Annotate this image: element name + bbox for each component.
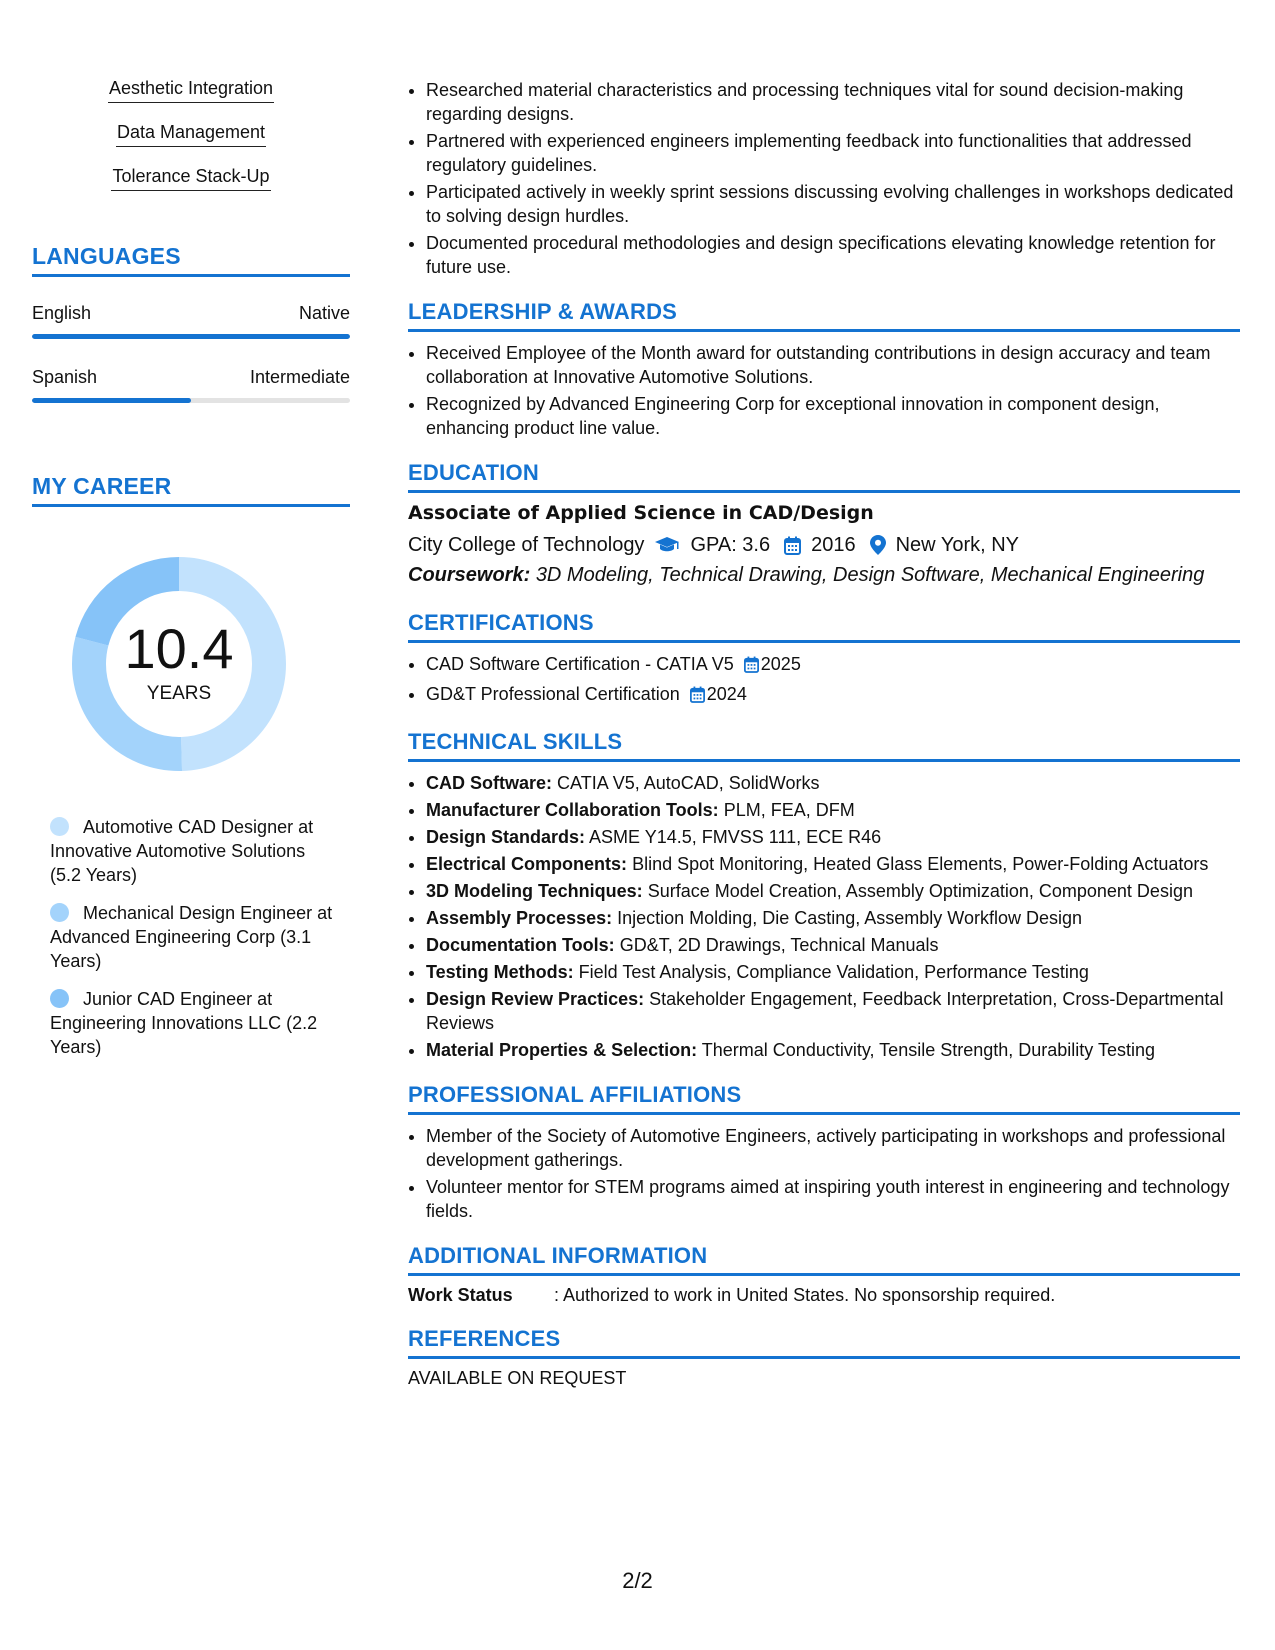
list-item: • Design Review Practices: Stakeholder Engagement, Feedback Interpretation, Cross-Departmental Reviews — [426, 987, 1240, 1035]
certifications-heading: CERTIFICATIONS — [408, 610, 1240, 643]
location-pin-icon — [870, 535, 886, 555]
career-donut-chart — [64, 549, 294, 779]
language-name: English — [32, 303, 92, 323]
list-item: • Volunteer mentor for STEM programs aimed at inspiring youth interest in engineering and technology fields. — [426, 1175, 1240, 1223]
language-level: Native — [298, 303, 350, 323]
technical-skills-list — [408, 771, 1240, 1062]
list-item: • Design Standards: ASME Y14.5, FMVSS 111, ECE R46 — [426, 825, 1240, 849]
technical-skills-heading: TECHNICAL SKILLS — [408, 729, 1240, 762]
main-column — [408, 78, 1240, 1389]
list-item: • 3D Modeling Techniques: Surface Model Creation, Assembly Optimization, Component Design — [426, 879, 1240, 903]
language-spanish — [32, 367, 350, 403]
experience-bullets — [408, 78, 1240, 279]
list-item: • Documented procedural methodologies and design specifications elevating knowledge retention for future use. — [426, 231, 1240, 279]
list-item: • Assembly Processes: Injection Molding, Die Casting, Assembly Workflow Design — [426, 906, 1240, 930]
list-item: • Testing Methods: Field Test Analysis, Compliance Validation, Performance Testing — [426, 960, 1240, 984]
cert-year: 2025 — [760, 654, 801, 674]
career-legend — [50, 815, 340, 1059]
calendar-icon — [690, 685, 705, 709]
languages-heading: LANGUAGES — [32, 243, 350, 277]
language-name: Spanish — [32, 367, 98, 387]
list-item: • Manufacturer Collaboration Tools: PLM, FEA, DFM — [426, 798, 1240, 822]
education-details — [408, 530, 1240, 560]
career-unit: YEARS — [146, 683, 212, 704]
leadership-list — [408, 341, 1240, 440]
career-item: Junior CAD Engineer at Engineering Innovations LLC (2.2 Years) — [50, 989, 318, 1057]
language-bar — [32, 334, 350, 339]
work-status-value: : Authorized to work in United States. No sponsorship required. — [554, 1285, 1056, 1305]
career-item: Mechanical Design Engineer at Advanced Engineering Corp (3.1 Years) — [50, 903, 333, 971]
work-status-label: Work Status — [408, 1285, 513, 1305]
language-english — [32, 303, 350, 339]
additional-info-heading: ADDITIONAL INFORMATION — [408, 1243, 1240, 1276]
skill-tags — [32, 78, 350, 191]
skill-tag: Tolerance Stack-Up — [32, 166, 350, 191]
coursework: Coursework: 3D Modeling, Technical Drawing, Design Software, Mechanical Engineering — [408, 564, 1205, 586]
list-item: • CAD Software Certification - CATIA V5 2025 — [426, 652, 1240, 679]
sidebar — [32, 78, 350, 1073]
references-text: AVAILABLE ON REQUEST — [408, 1368, 627, 1388]
cert-year: 2024 — [706, 684, 747, 704]
list-item: • Electrical Components: Blind Spot Monitoring, Heated Glass Elements, Power-Folding Actuators — [426, 852, 1240, 876]
calendar-icon — [784, 536, 801, 555]
language-bar-fill — [32, 398, 191, 403]
references-heading: REFERENCES — [408, 1326, 1240, 1359]
list-item: • Material Properties & Selection: Thermal Conductivity, Tensile Strength, Durability Testing — [426, 1038, 1240, 1062]
list-item: • GD&T Professional Certification 2024 — [426, 682, 1240, 709]
skill-tag: Aesthetic Integration — [32, 78, 350, 103]
certifications-list — [408, 652, 1240, 709]
list-item: • Documentation Tools: GD&T, 2D Drawings, Technical Manuals — [426, 933, 1240, 957]
legend-dot — [50, 817, 69, 836]
list-item: • Participated actively in weekly sprint sessions discussing evolving challenges in workshops dedicated to solving design hurdles. — [426, 180, 1240, 228]
list-item: • Partnered with experienced engineers implementing feedback into functionalities that addressed regulatory guidelines. — [426, 129, 1240, 177]
degree: Associate of Applied Science in CAD/Design — [408, 502, 874, 524]
location: New York, NY — [895, 534, 1019, 556]
career-total: 10.4 — [124, 617, 234, 680]
calendar-icon — [744, 655, 759, 679]
affiliations-list — [408, 1124, 1240, 1223]
list-item: • Recognized by Advanced Engineering Corp for exceptional innovation in component design, enhancing product line value. — [426, 392, 1240, 440]
leadership-heading: LEADERSHIP & AWARDS — [408, 299, 1240, 332]
list-item: • CAD Software: CATIA V5, AutoCAD, SolidWorks — [426, 771, 1240, 795]
graduation-cap-icon — [654, 536, 680, 554]
language-bar — [32, 398, 350, 403]
page-number: 2/2 — [622, 1568, 653, 1593]
school: City College of Technology — [408, 534, 645, 556]
list-item: • Member of the Society of Automotive Engineers, actively participating in workshops and professional development gatherings. — [426, 1124, 1240, 1172]
career-item: Automotive CAD Designer at Innovative Automotive Solutions (5.2 Years) — [50, 817, 314, 885]
education-heading: EDUCATION — [408, 460, 1240, 493]
list-item: • Researched material characteristics and processing techniques vital for sound decision-making regarding designs. — [426, 78, 1240, 126]
list-item: • Received Employee of the Month award for outstanding contributions in design accuracy and team collaboration at Innovative Automotive Solutions. — [426, 341, 1240, 389]
work-status — [408, 1285, 1240, 1306]
gpa: GPA: 3.6 — [690, 534, 771, 556]
legend-dot — [50, 989, 69, 1008]
career-heading: MY CAREER — [32, 473, 350, 507]
language-bar-fill — [32, 334, 350, 339]
skill-tag: Data Management — [32, 122, 350, 147]
legend-dot — [50, 903, 69, 922]
affiliations-heading: PROFESSIONAL AFFILIATIONS — [408, 1082, 1240, 1115]
language-level: Intermediate — [249, 367, 350, 387]
graduation-year: 2016 — [811, 534, 856, 556]
